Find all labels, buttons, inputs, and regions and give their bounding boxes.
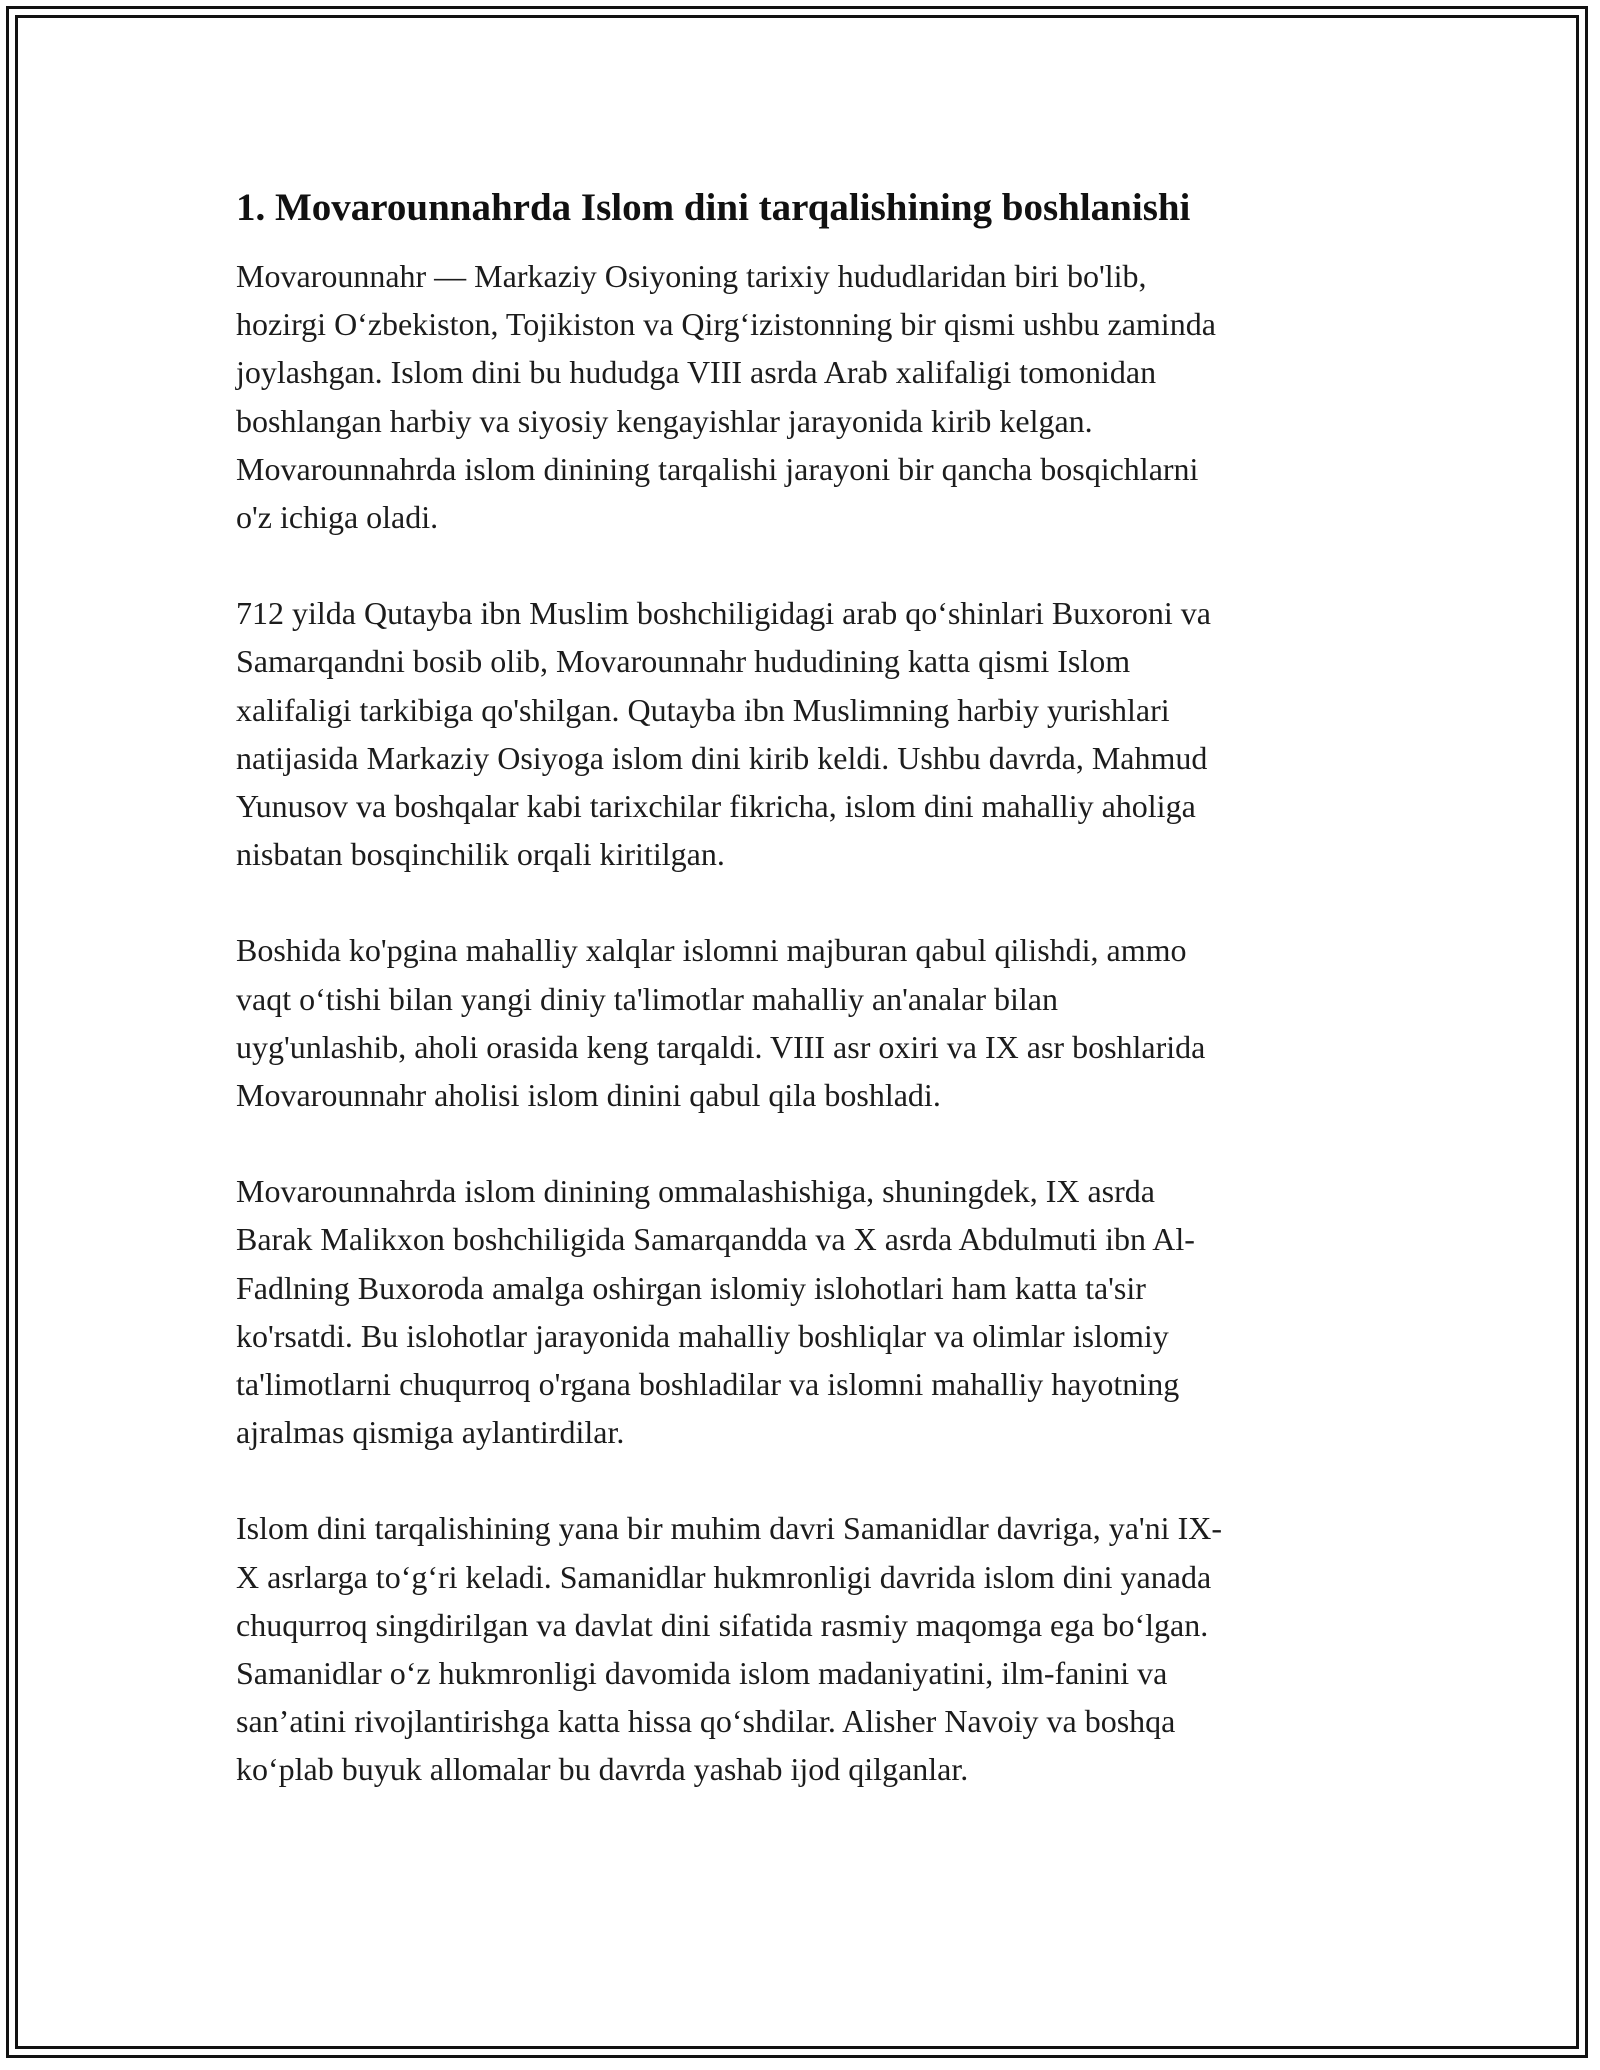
- text-line: chuqurroq singdirilgan va davlat dini sifatida rasmiy maqomga ega bo‘lgan.: [236, 1606, 1209, 1643]
- text-line: Movarounnahr aholisi islom dinini qabul qila boshladi.: [236, 1077, 941, 1114]
- document-title: 1. Movarounnahrda Islom dini tarqalishining boshlanishi: [236, 186, 1191, 229]
- text-line: natijasida Markaziy Osiyoga islom dini kirib keldi. Ushbu davrda, Mahmud: [236, 739, 1208, 776]
- text-line: Samanidlar o‘z hukmronligi davomida islom madaniyatini, ilm-fanini va: [236, 1655, 1168, 1692]
- text-line: Samarqandni bosib olib, Movarounnahr hududining katta qismi Islom: [236, 643, 1131, 680]
- text-line: X asrlarga to‘g‘ri keladi. Samanidlar hukmronligi davrida islom dini yanada: [236, 1558, 1212, 1595]
- text-line: nisbatan bosqinchilik orqali kiritilgan.: [236, 836, 725, 873]
- text-line: joylashgan. Islom dini bu hududga VIII asrda Arab xalifaligi tomonidan: [236, 354, 1157, 391]
- text-line: hozirgi O‘zbekiston, Tojikiston va Qirg‘izistonning bir qismi ushbu zaminda: [236, 306, 1216, 343]
- text-line: ajralmas qismiga aylantirdilar.: [236, 1414, 625, 1451]
- text-line: boshlangan harbiy va siyosiy kengayishlar jarayonida kirib kelgan.: [236, 402, 1093, 439]
- text-line: 712 yilda Qutayba ibn Muslim boshchiligidagi arab qo‘shinlari Buxoroni va: [236, 595, 1211, 632]
- text-line: uyg'unlashib, aholi orasida keng tarqaldi. VIII asr oxiri va IX asr boshlarida: [236, 1028, 1206, 1065]
- text-line: Barak Malikxon boshchiligida Samarqandda va X asrda Abdulmuti ibn Al-: [236, 1221, 1195, 1258]
- paragraph: [236, 1167, 1386, 1456]
- text-line: Yunusov va boshqalar kabi tarixchilar fikricha, islom dini mahalliy aholiga: [236, 788, 1196, 825]
- text-line: Movarounnahrda islom dinining tarqalishi jarayoni bir qancha bosqichlarni: [236, 450, 1199, 487]
- text-line: Islom dini tarqalishining yana bir muhim davri Samanidlar davriga, ya'ni IX-: [236, 1510, 1222, 1547]
- text-line: ko'rsatdi. Bu islohotlar jarayonida mahalliy boshliqlar va olimlar islomiy: [236, 1317, 1169, 1354]
- paragraph: [236, 252, 1386, 541]
- text-line: ta'limotlarni chuqurroq o'rgana boshladilar va islomni mahalliy hayotning: [236, 1366, 1180, 1403]
- text-line: ko‘plab buyuk allomalar bu davrda yashab ijod qilganlar.: [236, 1751, 969, 1788]
- text-line: o'z ichiga oladi.: [236, 499, 439, 536]
- text-line: Fadlning Buxoroda amalga oshirgan islomiy islohotlari ham katta ta'sir: [236, 1269, 1146, 1306]
- paragraph: [236, 589, 1386, 878]
- text-line: Movarounnahr — Markaziy Osiyoning tarixiy hududlaridan biri bo'lib,: [236, 258, 1147, 294]
- text-line: Boshida ko'pgina mahalliy xalqlar islomni majburan qabul qilishdi, ammo: [236, 932, 1187, 969]
- text-line: san’atini rivojlantirishga katta hissa qo‘shdilar. Alisher Navoiy va boshqa: [236, 1703, 1176, 1740]
- text-line: vaqt o‘tishi bilan yangi diniy ta'limotlar mahalliy an'analar bilan: [236, 980, 1058, 1017]
- paragraph: [236, 926, 1386, 1119]
- paragraph: [236, 1504, 1386, 1793]
- document-body: [236, 184, 1386, 1842]
- text-line: Movarounnahrda islom dinining ommalashishiga, shuningdek, IX asrda: [236, 1173, 1155, 1210]
- text-line: xalifaligi tarkibiga qo'shilgan. Qutayba ibn Muslimning harbiy yurishlari: [236, 691, 1170, 728]
